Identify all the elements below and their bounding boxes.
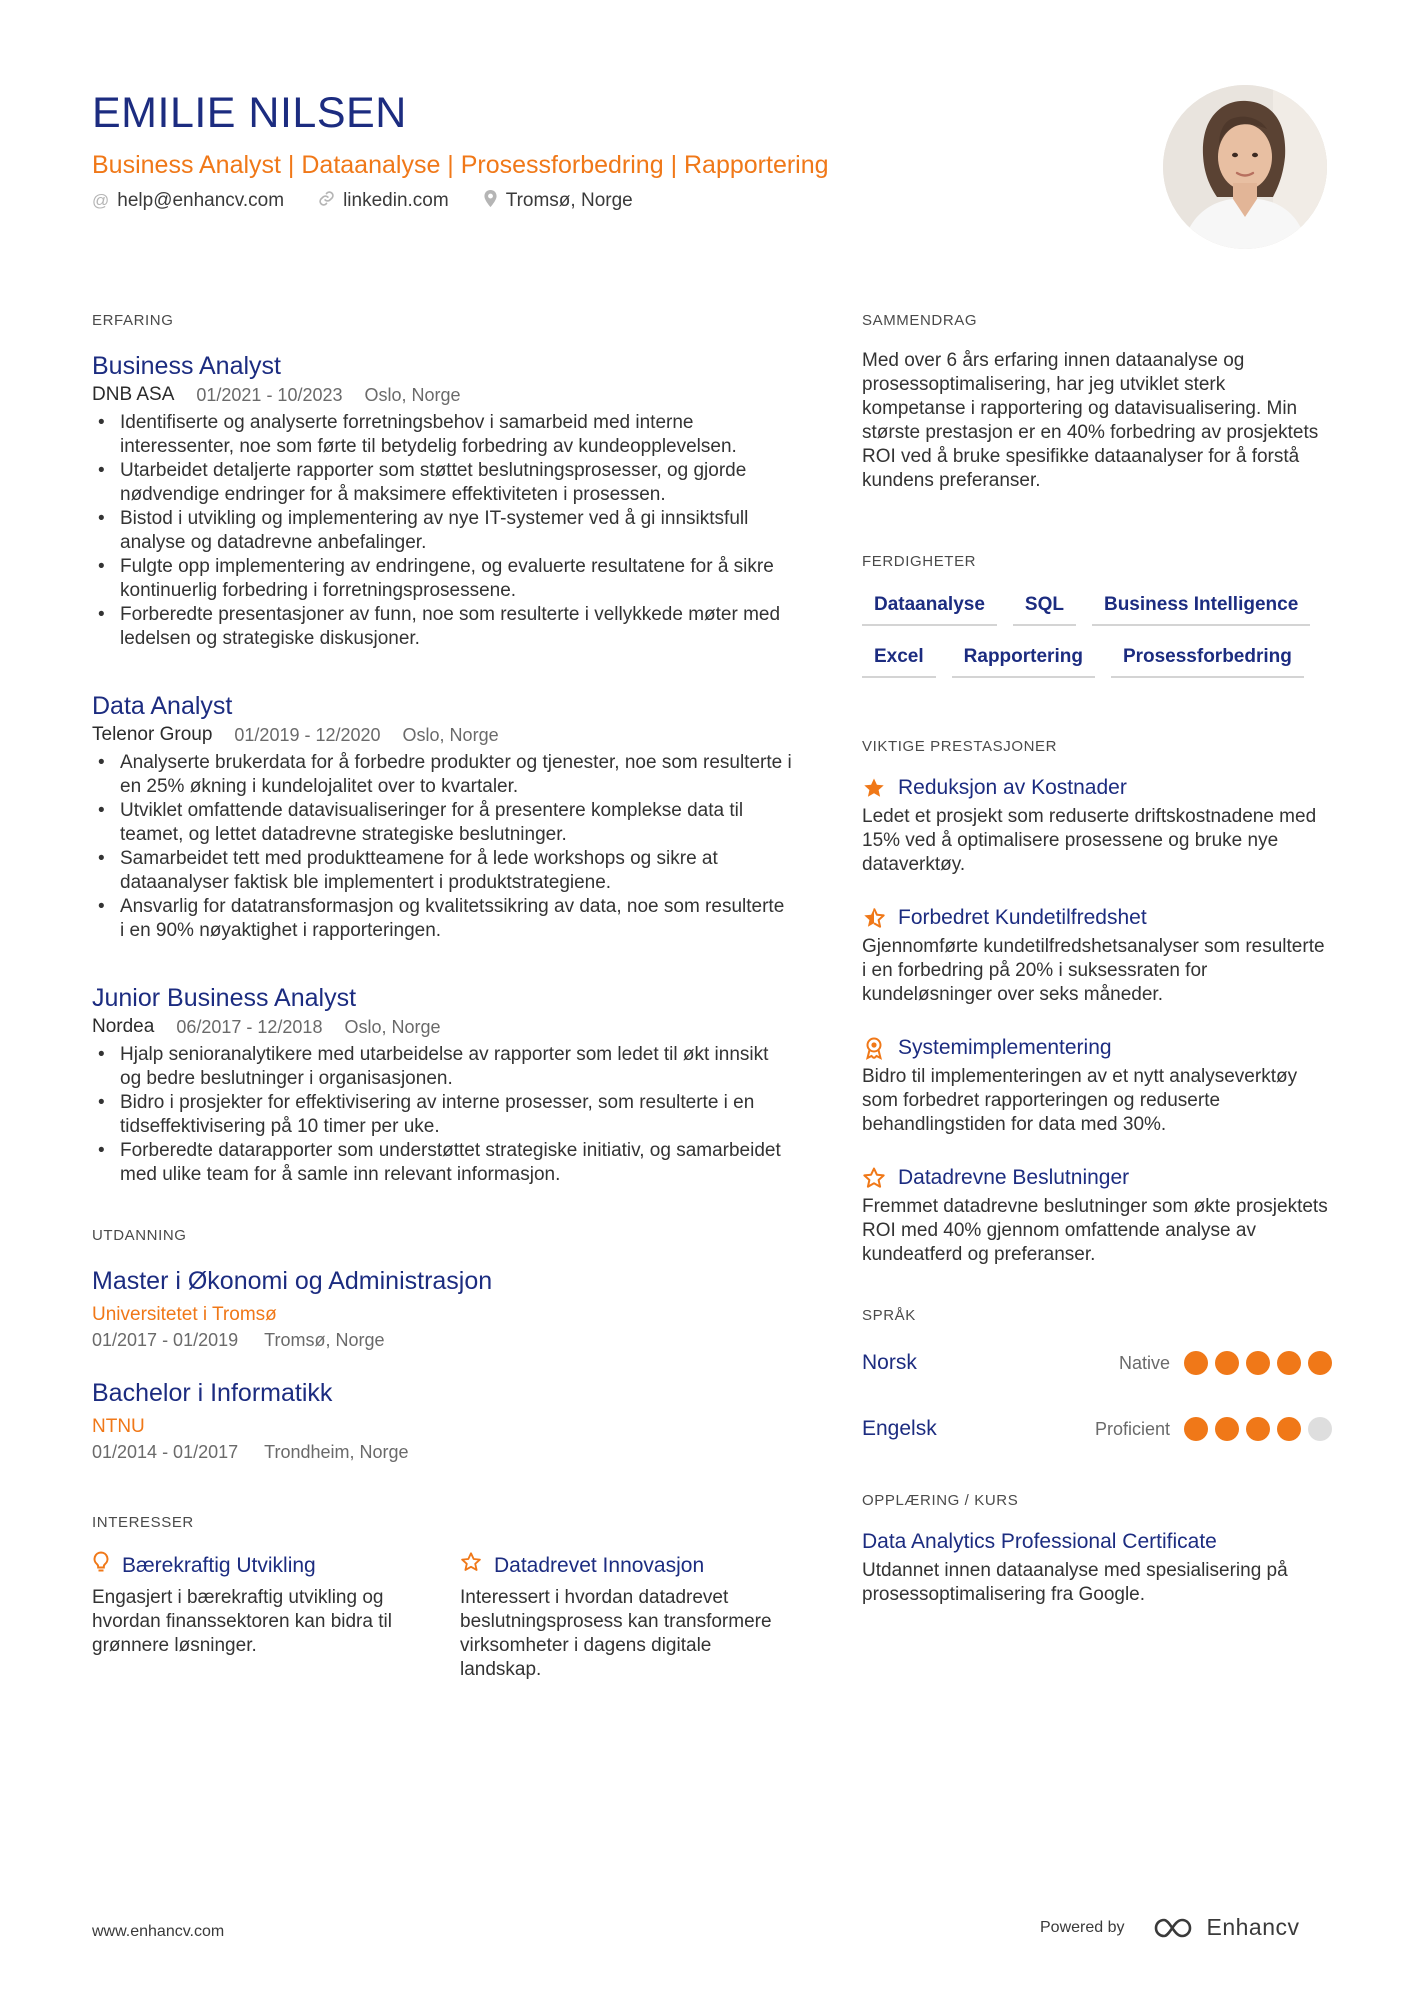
brand-name: Enhancv [1206,1914,1300,1940]
footer-website[interactable]: www.enhancv.com [92,1923,225,1940]
job-bullet: • Identifiserte og analyserte forretningsbehov i samarbeid med interne interessenter, noe som førte til betydelig forbedring av kundeopplevelsen. [92,411,792,459]
star-outline-icon [862,1166,886,1190]
achievement-title: Forbedret Kundetilfredshet [898,906,1147,929]
job-title: Data Analyst [92,692,233,720]
job-bullet: • Samarbeidet tett med produktteamene for å lede workshops og sikre at dataanalyser faktisk ble implementert i produktstrategiene. [92,847,792,895]
rating-dot-filled [1184,1417,1208,1441]
achievement-header [862,1035,1332,1061]
profile-photo [1163,85,1327,249]
job-entry [92,351,792,651]
award-icon [862,1036,886,1060]
education-location: Trondheim, Norge [264,1442,409,1462]
language-item [862,1414,1332,1444]
job-bullet: • Bistod i utvikling og implementering av nye IT-systemer ved å gi innsiktsfull analyse og datadrevne anbefalinger. [92,507,792,555]
languages-section-title: SPRÅK [862,1307,916,1324]
contact-linkedin[interactable] [318,190,449,212]
lightbulb-icon [92,1551,110,1580]
job-bullets [92,411,792,651]
skill-tag: Rapportering [952,644,1095,678]
job-dates: 06/2017 - 12/2018 [176,1017,323,1037]
courses-section-title: OPPLÆRING / KURS [862,1492,1019,1509]
job-dates: 01/2021 - 10/2023 [196,385,343,405]
rating-dot-filled [1184,1351,1208,1375]
skills-section-title: FERDIGHETER [862,553,977,570]
job-title: Junior Business Analyst [92,984,357,1012]
star-outline-icon [460,1551,482,1580]
achievement-text: Bidro til implementeringen av et nytt analyseverktøy som forbedret rapporteringen og reduserte behandlingstiden for data med 30%. [862,1066,1298,1135]
education-degree: Master i Økonomi og Administrasjon [92,1267,493,1295]
powered-by-text: Powered by [1040,1918,1125,1936]
contact-row [92,190,1152,212]
achievement-header [862,1165,1332,1191]
star-filled-icon [862,776,886,800]
rating-dot-filled [1215,1417,1239,1441]
experience-list [92,351,792,1187]
achievement-item [862,1165,1332,1267]
job-bullets [92,1043,792,1187]
candidate-name: EMILIE NILSEN [92,89,407,137]
achievement-header [862,775,1332,801]
language-name: Norsk [862,1351,917,1374]
education-school: NTNU [92,1416,145,1437]
education-degree: Bachelor i Informatikk [92,1379,333,1407]
achievements-section-title: VIKTIGE PRESTASJONER [862,738,1058,755]
interest-text: Interessert i hvordan datadrevet beslutningsprosess kan transformere virksomheter i dagens digitale landskap. [460,1587,772,1680]
achievement-title: Reduksjon av Kostnader [898,776,1127,799]
achievement-item [862,775,1332,877]
achievement-text: Ledet et prosjekt som reduserte driftskostnadene med 15% ved å optimalisere prosessene og bruke nye dataverktøy. [862,806,1317,875]
achievement-item [862,905,1332,1007]
job-bullet: • Forberedte datarapporter som understøttet strategiske initiativ, og samarbeidet med ulike team for å samle inn relevant informasjon. [92,1139,792,1187]
interest-header [460,1551,792,1580]
job-bullet: • Ansvarlig for datatransformasjon og kvalitetssikring av data, noe som resulterte i en 90% nøyaktighet i rapporteringen. [92,895,792,943]
candidate-headline: Business Analyst | Dataanalyse | Prosessforbedring | Rapportering [92,151,829,179]
job-meta [92,383,792,407]
location-pin-icon [483,190,498,212]
job-company: DNB ASA [92,384,175,405]
achievements-list [862,775,1332,1267]
skill-tag: Business Intelligence [1092,592,1310,626]
achievement-text: Gjennomførte kundetilfredshetsanalyser som resulterte i en forbedring på 20% i suksessraten for kundeløsninger over seks måneder. [862,936,1325,1005]
left-column [92,312,792,1682]
education-school: Universitetet i Tromsø [92,1304,277,1325]
linkedin-text: linkedin.com [343,190,449,211]
email-text: help@enhancv.com [117,190,285,211]
interest-title: Bærekraftig Utvikling [122,1553,316,1577]
language-rating [1184,1351,1332,1375]
language-name: Engelsk [862,1417,937,1440]
job-entry [92,691,792,943]
location-text: Tromsø, Norge [505,190,633,211]
job-location: Oslo, Norge [402,725,499,745]
job-bullet: • Utarbeidet detaljerte rapporter som støttet beslutningsprosesser, og gjorde nødvendige endringer for å maksimere effektiviteten i prosessen. [92,459,792,507]
at-icon: @ [92,191,110,210]
rating-dot-empty [1308,1417,1332,1441]
summary-section-title: SAMMENDRAG [862,312,978,329]
summary-text: Med over 6 års erfaring innen dataanalyse og prosessoptimalisering, har jeg utviklet sterk kompetanse i rapportering og datavisualisering. Min største prestasjon er en 40% forbedring av prosjektets ROI ved å bruke spesifikke dataanalyser for å forstå kundens preferanser. [862,350,1319,491]
job-meta [92,723,792,747]
course-text: Utdannet innen dataanalyse med spesialisering på prosessoptimalisering fra Google. [862,1560,1288,1605]
enhancv-logo-icon [1153,1916,1199,1940]
footer-branding [1040,1914,1300,1941]
achievement-text: Fremmet datadrevne beslutninger som økte prosjektets ROI med 40% gjennom omfattende analyse av kundeatferd og preferanser. [862,1196,1328,1265]
job-company: Telenor Group [92,724,213,745]
rating-dot-filled [1277,1351,1301,1375]
languages-list [862,1348,1332,1444]
job-meta [92,1015,792,1039]
interest-title: Datadrevet Innovasjon [494,1553,705,1577]
job-bullet: • Analyserte brukerdata for å forbedre produkter og tjenester, noe som resulterte i en 25% økning i kundelojalitet over to kvartaler. [92,751,792,799]
interests-list [92,1551,792,1682]
contact-email[interactable] [92,190,284,212]
skill-tag: SQL [1013,592,1076,626]
achievement-title: Systemimplementering [898,1036,1112,1059]
education-list [92,1266,792,1464]
job-bullet: • Fulgte opp implementering av endringene, og evaluerte resultatene for å sikre kontinuerlig forbedring i forretningsprosessene. [92,555,792,603]
education-dates: 01/2014 - 01/2017 [92,1442,239,1462]
education-section-title: UTDANNING [92,1227,187,1244]
job-location: Oslo, Norge [364,385,461,405]
job-entry [92,983,792,1187]
rating-dot-filled [1308,1351,1332,1375]
education-meta [92,1440,792,1464]
language-rating [1184,1417,1332,1441]
job-title: Business Analyst [92,352,281,380]
rating-dot-filled [1246,1417,1270,1441]
star-half-icon [862,906,886,930]
course-title: Data Analytics Professional Certificate [862,1530,1217,1553]
education-location: Tromsø, Norge [264,1330,385,1350]
achievement-item [862,1035,1332,1137]
interests-section-title: INTERESSER [92,1514,194,1531]
language-level: Native [1118,1352,1170,1373]
skill-tag: Excel [862,644,936,678]
language-level: Proficient [1094,1418,1170,1439]
job-bullet: • Forberedte presentasjoner av funn, noe som resulterte i vellykkede møter med ledelsen og strategiske diskusjoner. [92,603,792,651]
language-item [862,1348,1332,1378]
rating-dot-filled [1215,1351,1239,1375]
job-bullet: • Hjalp senioranalytikere med utarbeidelse av rapporter som ledet til økt innsikt og bedre beslutninger i organisasjonen. [92,1043,792,1091]
job-bullets [92,751,792,943]
interest-text: Engasjert i bærekraftig utvikling og hvordan finanssektoren kan bidra til grønnere løsninger. [92,1587,392,1656]
job-dates: 01/2019 - 12/2020 [234,725,381,745]
interest-item [92,1551,424,1682]
education-meta [92,1328,792,1352]
experience-section-title: ERFARING [92,312,174,329]
education-entry [92,1378,792,1464]
interest-item [460,1551,792,1682]
interest-header [92,1551,424,1580]
skill-tag: Dataanalyse [862,592,997,626]
job-location: Oslo, Norge [344,1017,441,1037]
rating-dot-filled [1277,1417,1301,1441]
skills-list [862,592,1332,678]
job-bullet: • Utviklet omfattende datavisualiseringer for å presentere komplekse data til teamet, og lettet datadrevne strategiske beslutninger. [92,799,792,847]
education-entry [92,1266,792,1352]
link-icon [318,190,335,212]
resume-header [92,88,1152,212]
job-company: Nordea [92,1016,155,1037]
job-bullet: • Bidro i prosjekter for effektivisering av interne prosesser, som resulterte i en tidseffektivisering på 10 timer per uke. [92,1091,792,1139]
rating-dot-filled [1246,1351,1270,1375]
brand-logo[interactable] [1153,1914,1300,1941]
education-dates: 01/2017 - 01/2019 [92,1330,239,1350]
right-column [862,312,1332,1607]
achievement-header [862,905,1332,931]
skill-tag: Prosessforbedring [1111,644,1304,678]
achievement-title: Datadrevne Beslutninger [898,1166,1130,1189]
contact-location [483,190,633,212]
